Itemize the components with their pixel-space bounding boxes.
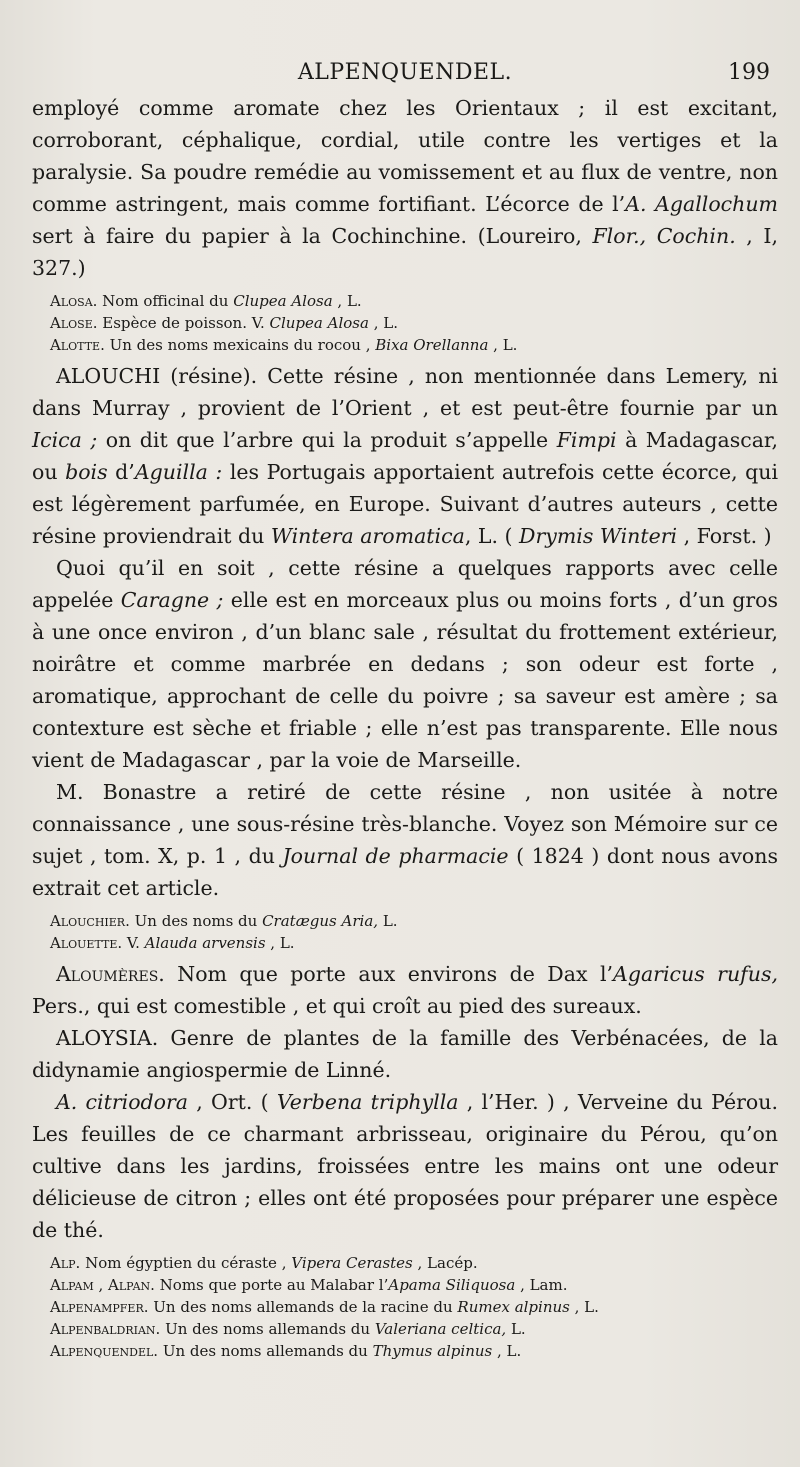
entry-alose [32,312,778,334]
entry-headword: Alotte. [50,336,105,354]
italic-run: Drymis Winteri [519,524,678,548]
italic-run: Apama Siliquosa [388,1276,516,1294]
text-run: , Lacép. [412,1254,478,1272]
entry-headword: Alouette. [50,934,123,952]
entry-alpam [32,1274,778,1296]
text-run: Noms que porte au Malabar l’ [154,1276,389,1294]
italic-run: Alauda arvensis [144,934,266,952]
entry-alpenquendel [32,1340,778,1362]
page-number: 199 [728,60,770,85]
italic-run: Clupea Alosa [269,314,369,332]
entry-aloysia [32,1022,778,1086]
text-run: L. [506,1320,526,1338]
text-run: Pers., qui est comestible , et qui croît au pied des sureaux. [32,994,642,1018]
italic-run: Cratægus Aria, [262,912,379,930]
entry-headword: Alpenampfer. [50,1298,149,1316]
entry-headword: Alouchier. [50,912,130,930]
entry-headword: Alp. [50,1254,81,1272]
text-run: (résine). Cette résine , non mentionnée dans Lemery, ni dans Murray , provient de l’Orient , et est peut-être fournie par un [32,364,778,420]
entry-citriodora [32,1086,778,1246]
text-run: Un des noms allemands de la racine du [148,1298,458,1316]
entry-alp [32,1252,778,1274]
entry-headword: Alosa. [50,292,98,310]
text-run: , I, 327.) [32,224,778,280]
paragraph-agalloche-continued [32,92,778,284]
text-run: Un des noms allemands du [158,1342,373,1360]
italic-run: Verbena triphylla [276,1090,459,1114]
text-run: , Lam. [515,1276,568,1294]
text-run: L. [378,912,398,930]
text-run: , Ort. ( [188,1090,277,1114]
page-header [32,52,778,92]
text-run: Espèce de poisson. V. [97,314,270,332]
text-run: d’ [107,460,135,484]
text-run: Nom égyptien du céraste , [80,1254,292,1272]
entry-headword: Alpam , Alpan. [50,1276,155,1294]
entry-headword: Alpenquendel. [50,1342,159,1360]
italic-run: Wintera aromatica [270,524,465,548]
text-run: , L. [265,934,295,952]
entry-alpenbaldrian [32,1318,778,1340]
text-run: Un des noms mexicains du rocou , [104,336,376,354]
italic-run: Icica ; [32,428,98,452]
text-run: , Forst. ) [677,524,772,548]
italic-run: Journal de pharmacie [282,844,509,868]
entry-alosa [32,290,778,312]
italic-run: Rumex alpinus [457,1298,570,1316]
italic-run: Flor., Cochin. [592,224,736,248]
entry-headword: Alpenbaldrian. [50,1320,161,1338]
italic-run: Clupea Alosa [233,292,333,310]
italic-run: Agaricus rufus, [613,962,778,986]
paragraph-quoi [32,552,778,776]
text-run: Quoi qu’il en soit , cette résine a quelques rapports avec celle appelée [32,556,778,612]
paragraph-bonastre [32,776,778,904]
italic-run: Aguilla : [134,460,223,484]
text-run: Un des noms allemands du [160,1320,375,1338]
italic-run: Thymus alpinus [372,1342,493,1360]
text-run: , L. ( [464,524,520,548]
text-run: , L. [332,292,362,310]
italic-run: bois [65,460,108,484]
entry-headword: Alose. [50,314,98,332]
italic-run: Vipera Cerastes [291,1254,413,1272]
italic-run: Bixa Orellanna [375,336,489,354]
text-run: , L. [569,1298,599,1316]
entry-alouchier [32,910,778,932]
entry-aloumeres [32,958,778,1022]
text-run: M. Bonastre a retiré de cette résine , non usitée à notre connaissance , une sous-résine très-blanche. Voyez son Mémoire sur ce sujet , tom. X, p. 1 , du [32,780,778,868]
text-run: , L. [488,336,518,354]
italic-run: Caragne ; [120,588,224,612]
text-run: elle est en morceaux plus ou moins forts , d’un gros à une once environ , d’un blanc sale , résultat du frottement extérieur, noirâtre et comme marbrée en dedans ; son odeur est forte , aromatique, approchant de celle du poivre ; sa saveur est amère ; sa contexture est sèche et friable ; elle n’est pas transparente. Elle nous vient de Madagascar , par la voie de Marseille. [32,588,778,772]
text-run: , l’Her. ) , Verveine du Pérou. Les feuilles de ce charmant arbrisseau, originaire du Pérou, qu’on cultive dans les jardins, froissées entre les mains ont une odeur délicieuse de citron ; elles ont été proposées pour préparer une espèce de thé. [32,1090,778,1242]
text-run: les Portugais apportaient autrefois cette écorce, qui est légèrement parfumée, en Europe. Suivant d’autres auteurs , cette résine proviendrait du [32,460,779,548]
entry-alpenampfer [32,1296,778,1318]
entry-headword: Aloumères. [56,962,165,986]
text-run: on dit que l’arbre qui la produit s’appelle [97,428,557,452]
text-run: Un des noms du [129,912,263,930]
text-run: à Madagascar, ou [32,428,778,484]
text-run: V. [122,934,145,952]
text-run: Nom officinal du [97,292,234,310]
text-run: Genre de plantes de la famille des Verbénacées, de la didynamie angiospermie de Linné. [32,1026,778,1082]
italic-run: Valeriana celtica, [374,1320,507,1338]
entry-headword: ALOYSIA. [56,1026,159,1050]
entry-alouchi [32,360,778,552]
text-run: , L. [368,314,398,332]
text-run: , L. [492,1342,522,1360]
running-title: ALPENQUENDEL. [297,60,513,85]
entry-alouette [32,932,778,954]
text-run: sert à faire du papier à la Cochinchine. (Loureiro, [32,224,593,248]
text-run: ( 1824 ) dont nous avons extrait cet article. [32,844,778,900]
italic-run: A. Agallochum [625,192,778,216]
text-run: Nom que porte aux environs de Dax l’ [164,962,614,986]
entry-headword: ALOUCHI [56,364,161,388]
italic-run: Fimpi [556,428,617,452]
text-run: employé comme aromate chez les Orientaux ; il est excitant, corroborant, céphalique, cordial, utile contre les vertiges et la paralysie. Sa poudre remédie au vomissement et au flux de ventre, non comme astringent, mais comme fortifiant. L’écorce de l’ [32,96,778,216]
italic-run: A. citriodora [56,1090,189,1114]
entry-alotte [32,334,778,356]
